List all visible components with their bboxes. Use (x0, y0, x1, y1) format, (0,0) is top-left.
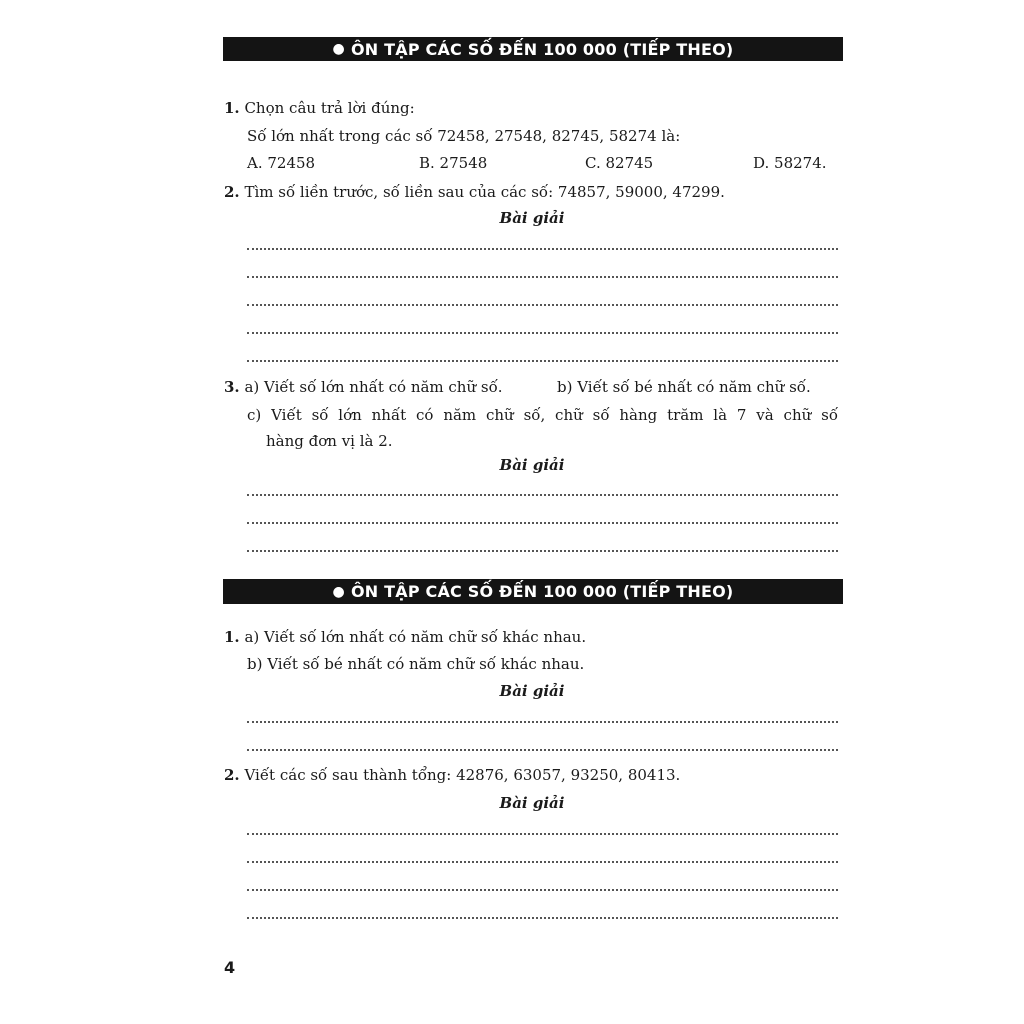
answer-line[interactable] (247, 276, 838, 278)
s1-q1-prompt (224, 98, 415, 118)
answer-line[interactable] (247, 522, 838, 524)
answer-line[interactable] (247, 721, 838, 723)
answer-line[interactable] (247, 248, 838, 250)
s1-q1-number: 1. (224, 99, 240, 117)
s1-q3-number: 3. (224, 378, 240, 396)
answer-line[interactable] (247, 304, 838, 306)
s2-q2-solution-label: Bài giải (499, 794, 565, 812)
s1-q2-number: 2. (224, 183, 240, 201)
answer-line[interactable] (247, 889, 838, 891)
section-2-header (223, 579, 843, 604)
s2-q2-prompt (224, 765, 680, 785)
answer-line[interactable] (247, 332, 838, 334)
answer-line[interactable] (247, 861, 838, 863)
s2-q2-number: 2. (224, 766, 240, 784)
bullet-icon: ● (332, 41, 345, 57)
s1-q1-option-c: C. 82745 (585, 154, 654, 172)
s1-q3-part-b: b) Viết số bé nhất có năm chữ số. (557, 378, 811, 396)
s1-q3-part-c-line2: hàng đơn vị là 2. (266, 432, 393, 450)
bullet-icon: ● (332, 583, 345, 600)
s1-q3-part-a-text: a) Viết số lớn nhất có năm chữ số. (244, 378, 503, 396)
section-1-header (223, 37, 843, 61)
s2-q1-part-a (224, 627, 586, 647)
s1-q3-part-c-line1: c) Viết số lớn nhất có năm chữ số, chữ số hàng trăm là 7 và chữ số (247, 406, 838, 424)
s1-q3-part-a (224, 377, 503, 397)
s2-q1-part-a-text: a) Viết số lớn nhất có năm chữ số khác nhau. (244, 628, 587, 646)
section-2-title: ÔN TẬP CÁC SỐ ĐẾN 100 000 (TIẾP THEO) (350, 582, 734, 601)
s1-q2-prompt (224, 182, 725, 202)
s2-q2-prompt-text: Viết các số sau thành tổng: 42876, 63057, 93250, 80413. (244, 766, 681, 784)
s1-q2-prompt-text: Tìm số liền trước, số liền sau của các số: 74857, 59000, 47299. (244, 183, 725, 201)
answer-line[interactable] (247, 360, 838, 362)
s1-q1-prompt-text: Chọn câu trả lời đúng: (244, 99, 415, 117)
page-number: 4 (224, 958, 236, 977)
answer-line[interactable] (247, 749, 838, 751)
s2-q1-number: 1. (224, 628, 240, 646)
s1-q3-solution-label: Bài giải (499, 456, 565, 474)
answer-line[interactable] (247, 833, 838, 835)
s1-q1-option-a: A. 72458 (247, 154, 316, 172)
s1-q2-solution-label: Bài giải (499, 209, 565, 227)
answer-line[interactable] (247, 494, 838, 496)
section-1-title: ÔN TẬP CÁC SỐ ĐẾN 100 000 (TIẾP THEO) (350, 39, 734, 59)
s1-q1-option-b: B. 27548 (419, 154, 488, 172)
answer-line[interactable] (247, 917, 838, 919)
answer-line[interactable] (247, 550, 838, 552)
s1-q1-option-d: D. 58274. (753, 154, 827, 172)
s2-q1-part-b: b) Viết số bé nhất có năm chữ số khác nhau. (247, 655, 585, 673)
s2-q1-solution-label: Bài giải (499, 682, 565, 700)
s1-q1-subprompt: Số lớn nhất trong các số 72458, 27548, 82745, 58274 là: (247, 127, 681, 145)
